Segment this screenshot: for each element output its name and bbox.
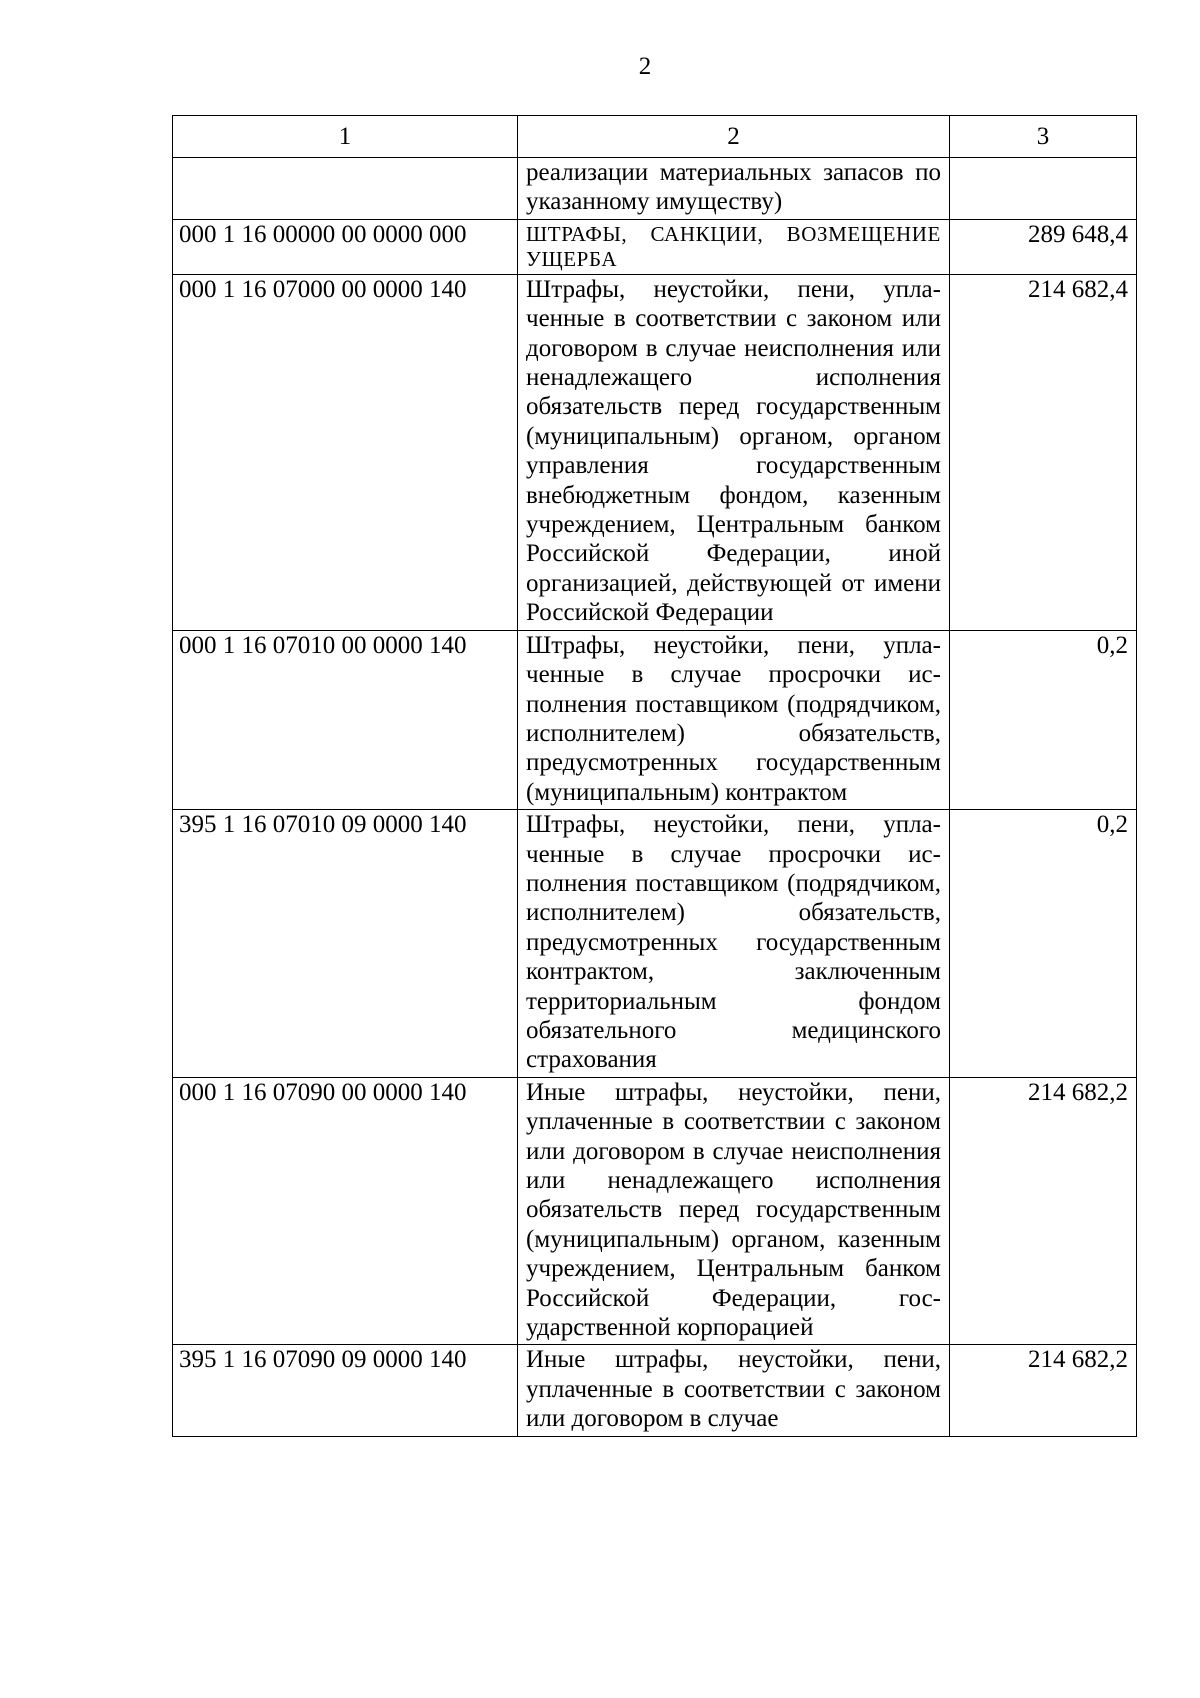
table-row [173, 158, 1137, 220]
budget-code-cell: 000 1 16 07090 00 0000 140 [173, 1077, 518, 1345]
amount-cell [950, 158, 1137, 220]
budget-code-cell: 395 1 16 07090 09 0000 140 [173, 1345, 518, 1436]
column-header-code: 1 [173, 116, 518, 158]
revenue-name-cell: Иные штрафы, неустойки, пени, уплаченные в соответствии с законом или договором в случае неисполнения или ненадлежащего исполнения обязательств перед государственным (муниципальным) органом, казенным учреждением, Центральным банком Российской Федерации, государственной корпорацией [518, 1077, 950, 1345]
budget-code-cell [173, 158, 518, 220]
amount-cell: 0,2 [950, 810, 1137, 1078]
budget-revenue-table [172, 115, 1137, 1437]
amount-cell: 214 682,2 [950, 1077, 1137, 1345]
revenue-name-cell: ШТРАФЫ, САНКЦИИ, ВОЗМЕЩЕНИЕ УЩЕРБА [518, 219, 950, 274]
table-row [173, 1077, 1137, 1345]
table-row [173, 810, 1137, 1078]
table-row [173, 274, 1137, 630]
revenue-name-cell: реализации материальных запасов по указанному имуществу) [518, 158, 950, 220]
column-header-amount: 3 [950, 116, 1137, 158]
column-header-name: 2 [518, 116, 950, 158]
amount-cell: 214 682,2 [950, 1345, 1137, 1436]
budget-code-cell: 395 1 16 07010 09 0000 140 [173, 810, 518, 1078]
table-header-row [173, 116, 1137, 158]
table-row [173, 630, 1137, 809]
budget-code-cell: 000 1 16 00000 00 0000 000 [173, 219, 518, 274]
amount-cell: 214 682,4 [950, 274, 1137, 630]
revenue-name-cell: Иные штрафы, неустойки, пени, уплаченные в соответствии с законом или договором в случае [518, 1345, 950, 1436]
table-row [173, 219, 1137, 274]
revenue-name-cell: Штрафы, неустойки, пени, уплаченные в соответствии с законом или договором в случае неисполнения или ненадлежащего исполнения обязательств перед государственным (муниципальным) органом, органом управления государственным внебюджетным фондом, казенным учреждением, Центральным банком Российской Федерации, иной организацией, действующей от имени Российской Федерации [518, 274, 950, 630]
table-row [173, 1345, 1137, 1436]
revenue-name-cell: Штрафы, неустойки, пени, уплаченные в случае просрочки исполнения поставщиком (подрядчиком, исполнителем) обязательств, предусмотренных государственным контрактом, заключенным территориальным фондом обязательного медицинского страхования [518, 810, 950, 1078]
amount-cell: 289 648,4 [950, 219, 1137, 274]
revenue-name-cell: Штрафы, неустойки, пени, уплаченные в случае просрочки исполнения поставщиком (подрядчиком, исполнителем) обязательств, предусмотренных государственным (муниципальным) контрактом [518, 630, 950, 809]
budget-code-cell: 000 1 16 07000 00 0000 140 [173, 274, 518, 630]
amount-cell: 0,2 [950, 630, 1137, 809]
budget-code-cell: 000 1 16 07010 00 0000 140 [173, 630, 518, 809]
page-number: 2 [638, 53, 652, 80]
